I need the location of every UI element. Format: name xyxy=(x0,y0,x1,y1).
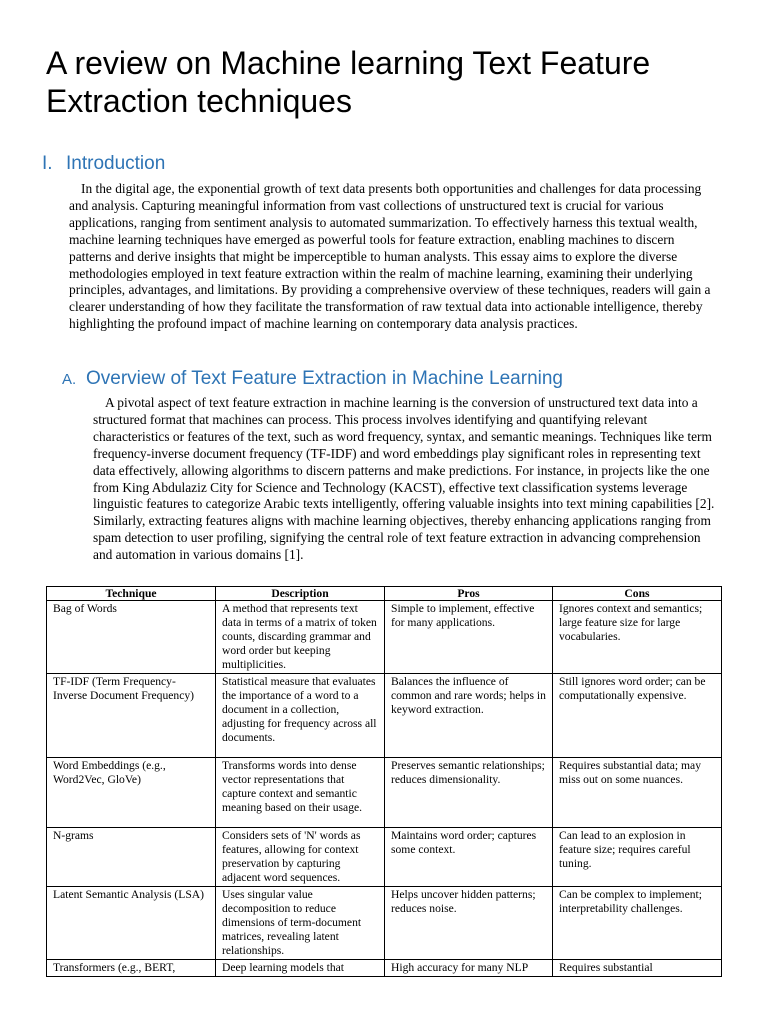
table-cell: Requires substantial xyxy=(553,960,722,977)
section-title: Introduction xyxy=(66,153,166,174)
table-cell: TF-IDF (Term Frequency-Inverse Document Frequency) xyxy=(47,674,216,758)
table-header-cell: Pros xyxy=(385,587,553,601)
table-row xyxy=(47,887,722,960)
subsection-heading-overview xyxy=(62,367,563,392)
subsection-number: A. xyxy=(62,371,77,388)
table-cell: Statistical measure that evaluates the importance of a word to a document in a collection, adjusting for frequency across all documents. xyxy=(216,674,385,758)
table-header-cell: Cons xyxy=(553,587,722,601)
table-cell: Ignores context and semantics; large feature size for large vocabularies. xyxy=(553,601,722,674)
table-cell: Latent Semantic Analysis (LSA) xyxy=(47,887,216,960)
table-cell: Balances the influence of common and rare words; helps in keyword extraction. xyxy=(385,674,553,758)
subsection-title: Overview of Text Feature Extraction in Machine Learning xyxy=(86,368,563,389)
table-row xyxy=(47,960,722,977)
table-cell: Still ignores word order; can be computationally expensive. xyxy=(553,674,722,758)
overview-paragraph: A pivotal aspect of text feature extraction in machine learning is the conversion of unstructured text data into a structured format that machines can process. This process involves identifying and quantifying relevant characteristics or features of the text, such as word frequency, syntax, and semantic meanings. Techniques like term frequency-inverse document frequency (TF-IDF) and word embeddings play significant roles in representing text data effectively, allowing algorithms to discern patterns and make predictions. For instance, in projects like the one from King Abdulaziz City for Science and Technology (KACST), effective text classification systems leverage linguistic features to categorize Arabic texts intelligently, offering valuable insights into text mining capabilities [2]. Similarly, extracting features aligns with machine learning objectives, thereby enhancing applications ranging from spam detection to user profiling, signifying the central role of text feature extraction in advancing comprehension and automation in various domains [1]. xyxy=(93,395,715,563)
table-cell: Transformers (e.g., BERT, xyxy=(47,960,216,977)
table-cell: Helps uncover hidden patterns; reduces noise. xyxy=(385,887,553,960)
table-cell: Can be complex to implement; interpretability challenges. xyxy=(553,887,722,960)
table-header-cell: Description xyxy=(216,587,385,601)
table-header-cell: Technique xyxy=(47,587,216,601)
table-cell: Transforms words into dense vector representations that capture context and semantic meaning based on their usage. xyxy=(216,758,385,828)
table-cell: Requires substantial data; may miss out on some nuances. xyxy=(553,758,722,828)
table-cell: Considers sets of 'N' words as features, allowing for context preservation by capturing adjacent word sequences. xyxy=(216,828,385,887)
table-row xyxy=(47,674,722,758)
table-cell: Simple to implement, effective for many applications. xyxy=(385,601,553,674)
table-cell: Can lead to an explosion in feature size; requires careful tuning. xyxy=(553,828,722,887)
section-heading-introduction xyxy=(42,152,165,176)
table-cell: N-grams xyxy=(47,828,216,887)
table-cell: Uses singular value decomposition to reduce dimensions of term-document matrices, revealing latent relationships. xyxy=(216,887,385,960)
document-title: A review on Machine learning Text Feature Extraction techniques xyxy=(46,45,651,119)
table-cell: Preserves semantic relationships; reduces dimensionality. xyxy=(385,758,553,828)
table-cell: Maintains word order; captures some context. xyxy=(385,828,553,887)
table-row xyxy=(47,758,722,828)
section-number: I. xyxy=(42,153,53,174)
table-cell: High accuracy for many NLP xyxy=(385,960,553,977)
table-row xyxy=(47,601,722,674)
table-cell: A method that represents text data in terms of a matrix of token counts, discarding grammar and word order but keeping multiplicities. xyxy=(216,601,385,674)
table-cell: Deep learning models that xyxy=(216,960,385,977)
introduction-paragraph: In the digital age, the exponential growth of text data presents both opportunities and challenges for data processing and analysis. Capturing meaningful information from vast collections of unstructured text is crucial for various applications, ranging from sentiment analysis to automated summarization. To effectively harness this textual wealth, machine learning techniques have emerged as powerful tools for feature extraction, enabling machines to discern patterns and derive insights that might be imperceptible to human analysts. This essay aims to explore the diverse methodologies employed in text feature extraction within the realm of machine learning, examining their underlying principles, advantages, and limitations. By providing a comprehensive overview of these techniques, readers will gain a clearer understanding of how they facilitate the transformation of raw textual data into actionable intelligence, thereby highlighting the profound impact of machine learning on contemporary data analysis practices. xyxy=(69,181,711,332)
table-cell: Word Embeddings (e.g., Word2Vec, GloVe) xyxy=(47,758,216,828)
table-cell: Bag of Words xyxy=(47,601,216,674)
table-header-row xyxy=(47,587,722,601)
table-row xyxy=(47,828,722,887)
techniques-table xyxy=(46,586,722,977)
